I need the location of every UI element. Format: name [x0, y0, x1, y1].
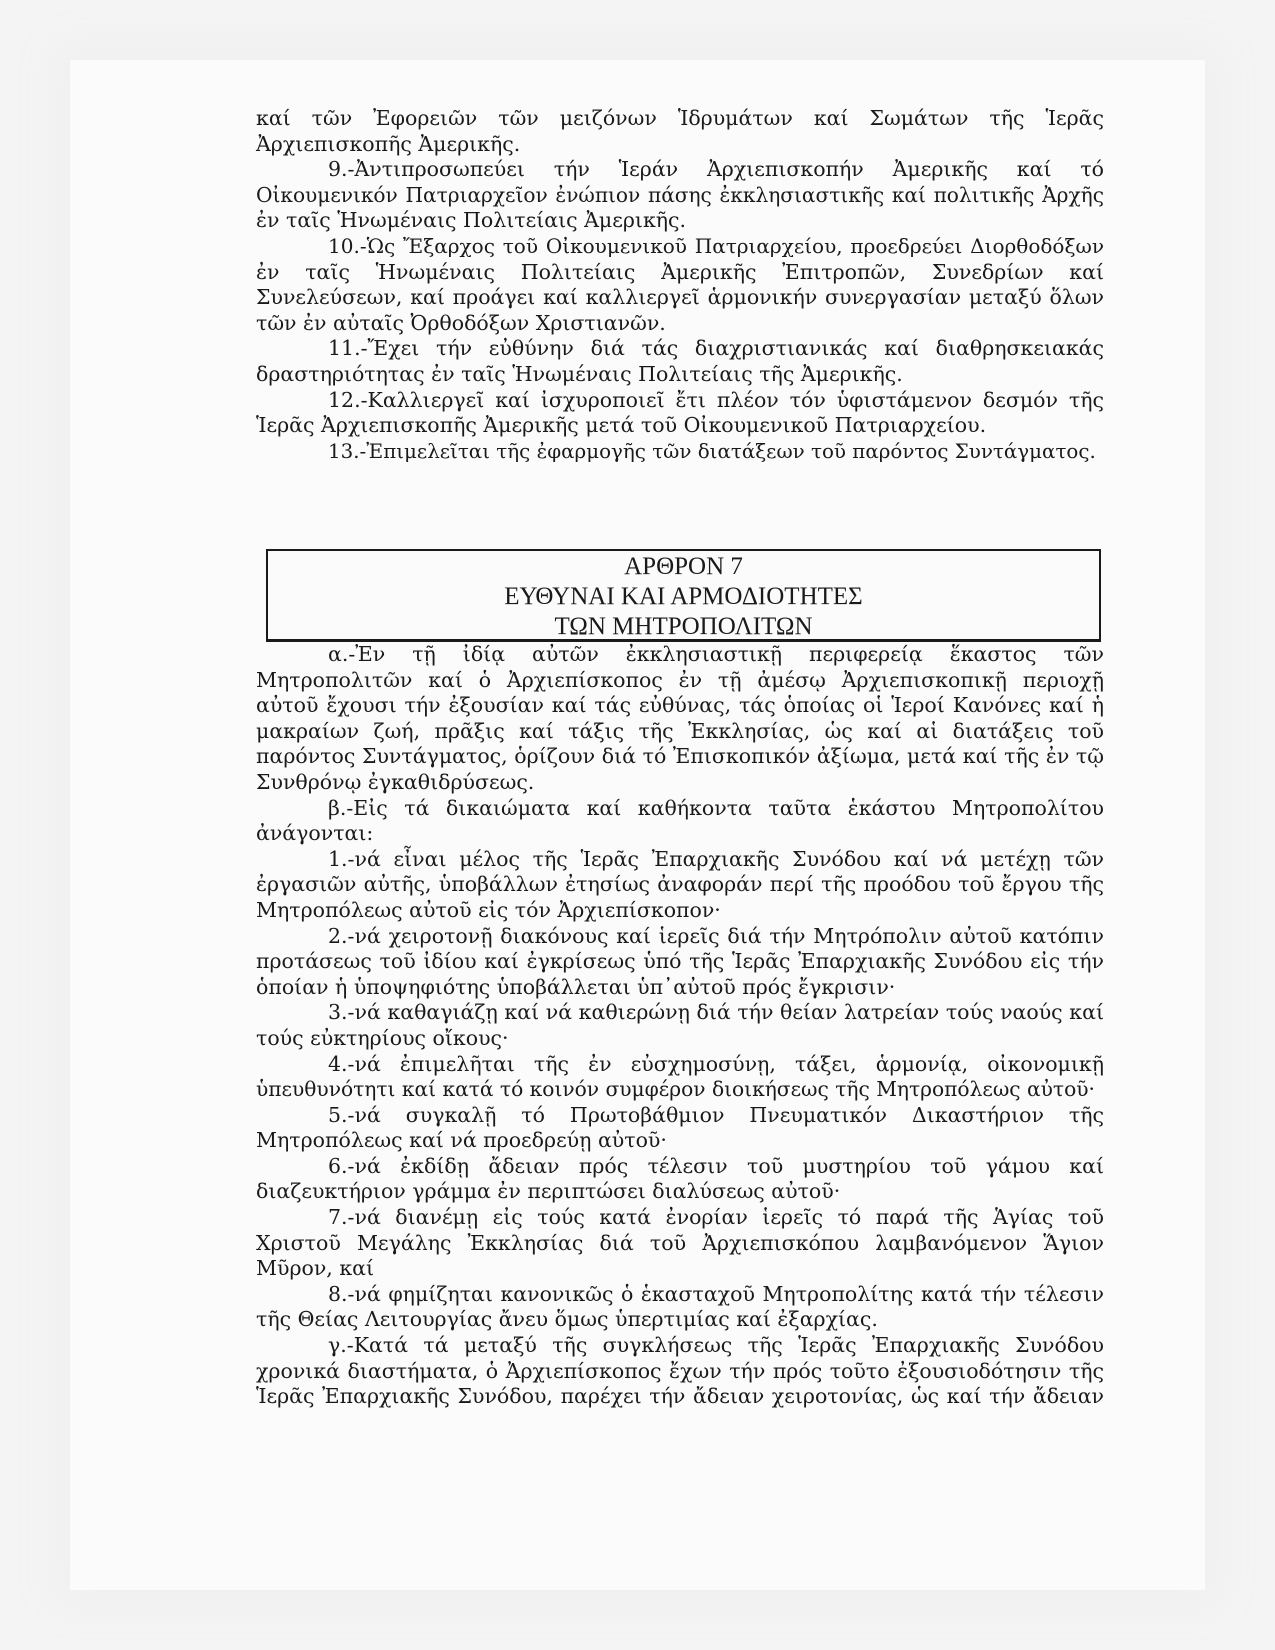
text-line: Μητροπόλεως αὐτοῦ εἰς τόν Ἀρχιεπίσκοπον· [256, 897, 721, 922]
text-line: τῶν ἐν αὐταῖς Ὀρθοδόξων Χριστιανῶν. [256, 310, 666, 335]
text-line: Μητροπολιτῶν καί ὁ Ἀρχιεπίσκοπος ἐν τῇ ἀμέσῳ Ἀρχιεπισκοπικῇ περιοχῇ [256, 667, 1104, 692]
text-line: 4.-νά ἐπιμελῆται τῆς ἐν εὐσχημοσύνῃ, τάξει, ἁρμονίᾳ, οἰκονομικῇ [328, 1051, 1104, 1076]
text-line: δραστηριότητας ἐν ταῖς Ἡνωμέναις Πολιτείαις τῆς Ἀμερικῆς. [256, 361, 903, 386]
text-line: Ἱερᾶς Ἀρχιεπισκοπῆς Ἀμερικῆς μετά τοῦ Οἰκουμενικοῦ Πατριαρχείου. [256, 413, 987, 438]
text-line: 6.-νά ἐκδίδῃ ἄδειαν πρός τέλεσιν τοῦ μυστηρίου τοῦ γάμου καί [328, 1153, 1104, 1178]
text-line: Συνελεύσεων, καί προάγει καί καλλιεργεῖ ἁρμονικήν συνεργασίαν μεταξύ ὅλων [256, 285, 1104, 310]
text-line: προτάσεως τοῦ ἰδίου καί ἐγκρίσεως ὑπό τῆς Ἱερᾶς Ἐπαρχιακῆς Συνόδου εἰς τήν [256, 949, 1104, 974]
article-title-line-1: ΕΥΘΥΝΑΙ ΚΑΙ ΑΡΜΟΔΙΟΤΗΤΕΣ [504, 583, 863, 610]
text-line: αὐτοῦ ἔχουσι τήν ἐξουσίαν καί τάς εὐθύνας, τάς ὁποίας οἱ Ἱεροί Κανόνες καί ἡ [256, 693, 1104, 718]
article-heading-box [266, 549, 1101, 642]
text-line: 1.-νά εἶναι μέλος τῆς Ἱερᾶς Ἐπαρχιακῆς Συνόδου καί νά μετέχῃ τῶν [328, 846, 1104, 871]
text-line: 8.-νά φημίζηται κανονικῶς ὁ ἑκασταχοῦ Μητροπολίτης κατά τήν τέλεσιν [328, 1281, 1104, 1306]
text-line: 11.-Ἔχει τήν εὐθύνην διά τάς διαχριστιανικάς καί διαθρησκειακάς [328, 336, 1104, 361]
text-line: Μητροπόλεως καί νά προεδρεύῃ αὐτοῦ· [256, 1128, 667, 1153]
text-line: 9.-Ἀντιπροσωπεύει τήν Ἱεράν Ἀρχιεπισκοπήν Ἀμερικῆς καί τό [328, 157, 1104, 182]
text-block-top [256, 106, 1104, 464]
text-line: Οἰκουμενικόν Πατριαρχεῖον ἐνώπιον πάσης ἐκκλησιαστικῆς καί πολιτικῆς Ἀρχῆς [256, 182, 1104, 207]
text-line: ἐν ταῖς Ἡνωμέναις Πολιτείαις Ἀμερικῆς. [256, 208, 687, 233]
text-line: Ἀρχιεπισκοπῆς Ἀμερικῆς. [256, 131, 521, 156]
text-line: τούς εὐκτηρίους οἴκους· [256, 1025, 509, 1050]
text-line: 2.-νά χειροτονῇ διακόνους καί ἱερεῖς διά τήν Μητρόπολιν αὐτοῦ κατόπιν [328, 923, 1104, 948]
text-line: 12.-Καλλιεργεῖ καί ἰσχυροποιεῖ ἔτι πλέον τόν ὑφιστάμενον δεσμόν τῆς [328, 387, 1104, 412]
text-line: α.-Ἐν τῇ ἰδίᾳ αὐτῶν ἐκκλησιαστικῇ περιφερείᾳ ἕκαστος τῶν [328, 642, 1104, 666]
text-line: ἐργασιῶν αὐτῆς, ὑποβάλλων ἐτησίως ἀναφοράν περί τῆς προόδου τοῦ ἔργου τῆς [256, 872, 1104, 897]
text-line: 7.-νά διανέμῃ εἰς τούς κατά ἐνορίαν ἱερεῖς τό παρά τῆς Ἁγίας τοῦ [328, 1205, 1104, 1230]
text-line: 10.-Ὡς Ἔξαρχος τοῦ Οἰκουμενικοῦ Πατριαρχείου, προεδρεύει Διορθοδόξων [328, 233, 1104, 258]
text-line: Χριστοῦ Μεγάλης Ἐκκλησίας διά τοῦ Ἀρχιεπισκόπου λαμβανόμενον Ἅγιον [256, 1230, 1104, 1255]
text-line: χρονικά διαστήματα, ὁ Ἀρχιεπίσκοπος ἔχων τήν πρός τοῦτο ἐξουσιοδότησιν τῆς [256, 1358, 1104, 1383]
text-line: Μῦρον, καί [256, 1256, 375, 1281]
text-line: ὑπευθυνότητι καί κατά τό κοινόν συμφέρον διοικήσεως τῆς Μητροπόλεως αὐτοῦ· [256, 1077, 1095, 1102]
text-line: μακραίων ζωή, πρᾶξις καί τάξις τῆς Ἐκκλησίας, ὡς καί αἱ διατάξεις τοῦ [256, 718, 1104, 743]
text-line: ὁποίαν ἡ ὑποψηφιότης ὑποβάλλεται ὑπ᾽αὐτοῦ πρός ἔγκρισιν· [256, 974, 896, 999]
text-line: Συνθρόνῳ ἐγκαθιδρύσεως. [256, 769, 535, 794]
article-number: ΑΡΘΡΟΝ 7 [624, 553, 743, 580]
text-line: καί τῶν Ἐφορειῶν τῶν μειζόνων Ἱδρυμάτων καί Σωμάτων τῆς Ἱερᾶς [256, 106, 1104, 130]
text-line: τῆς Θείας Λειτουργίας ἄνευ ὅμως ὑπερτιμίας καί ἐξαρχίας. [256, 1307, 878, 1332]
text-line: β.-Εἰς τά δικαιώματα καί καθήκοντα ταῦτα ἑκάστου Μητροπολίτου [328, 795, 1104, 820]
text-line: 3.-νά καθαγιάζῃ καί νά καθιερώνῃ διά τήν θείαν λατρείαν τούς ναούς καί [328, 1000, 1104, 1025]
article-title-line-2: ΤΩΝ ΜΗΤΡΟΠΟΛΙΤΩΝ [554, 613, 813, 640]
text-line: παρόντος Συντάγματος, ὁρίζουν διά τό Ἐπισκοπικόν ἀξίωμα, μετά καί τῆς ἐν τῷ [256, 744, 1104, 769]
text-line: Ἱερᾶς Ἐπαρχιακῆς Συνόδου, παρέχει τήν ἄδειαν χειροτονίας, ὡς καί τήν ἄδειαν [256, 1384, 1104, 1409]
text-line: ἐν ταῖς Ἡνωμέναις Πολιτείαις Ἀμερικῆς Ἐπιτροπῶν, Συνεδρίων καί [256, 259, 1104, 284]
text-line: ἀνάγονται: [256, 821, 374, 846]
text-line: διαζευκτήριον γράμμα ἐν περιπτώσει διαλύσεως αὐτοῦ· [256, 1179, 841, 1204]
text-line: 5.-νά συγκαλῇ τό Πρωτοβάθμιον Πνευματικόν Δικαστήριον τῆς [328, 1102, 1104, 1127]
text-line: 13.-Ἐπιμελεῖται τῆς ἐφαρμογῆς τῶν διατάξεων τοῦ παρόντος Συντάγματος. [328, 439, 1096, 463]
text-line: γ.-Κατά τά μεταξύ τῆς συγκλήσεως τῆς Ἱερᾶς Ἐπαρχιακῆς Συνόδου [328, 1333, 1104, 1358]
text-block-bottom [256, 642, 1104, 1410]
